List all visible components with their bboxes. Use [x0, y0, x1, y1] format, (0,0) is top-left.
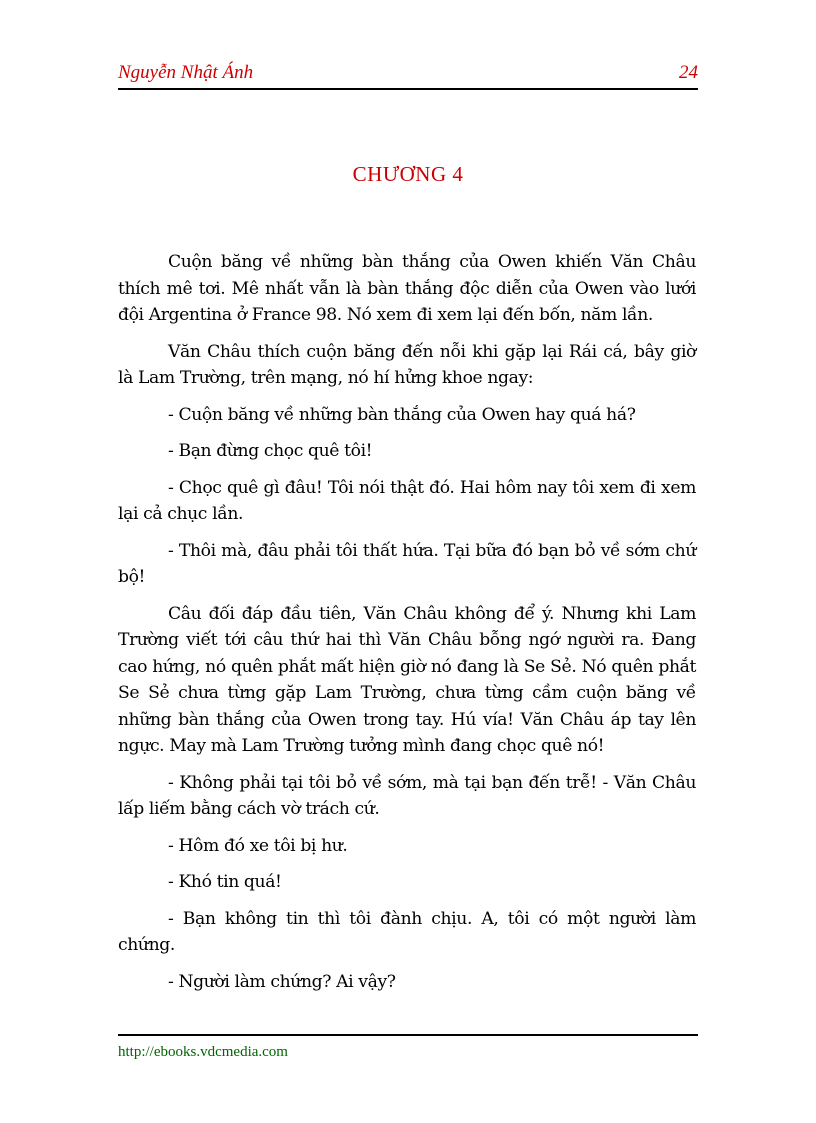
paragraph: Câu đối đáp đầu tiên, Văn Châu không để ý. Nhưng khi Lam Trường viết tới câu thứ hai thì Văn Châu bỗng ngớ người ra. Đang cao hứng, nó quên phắt mất hiện giờ nó đang là Se Sẻ. Nó quên phắt Se Sẻ chưa từng gặp Lam Trường, chưa từng cầm cuộn băng về những bàn thắng của Owen trong tay. Hú vía! Văn Châu áp tay lên ngực. May mà Lam Trường tưởng mình đang chọc quê nó!: [118, 603, 696, 756]
author-name: Nguyễn Nhật Ánh: [118, 62, 254, 83]
footer-link[interactable]: http://ebooks.vdcmedia.com: [118, 1044, 288, 1060]
page-number: 24: [679, 62, 698, 83]
paragraph: - Bạn đừng chọc quê tôi!: [168, 441, 373, 461]
paragraph: - Chọc quê gì đâu! Tôi nói thật đó. Hai hôm nay tôi xem đi xem lại cả chục lần.: [118, 477, 696, 524]
paragraph: - Hôm đó xe tôi bị hư.: [168, 835, 348, 856]
footer-divider: [118, 1034, 698, 1036]
paragraph: - Thôi mà, đâu phải tôi thất hứa. Tại bữa đó bạn bỏ về sớm chứ bộ!: [118, 540, 696, 587]
chapter-title: CHƯƠNG 4: [352, 162, 464, 186]
paragraph: - Khó tin quá!: [168, 872, 282, 892]
paragraph: - Cuộn băng về những bàn thắng của Owen hay quá há?: [168, 404, 636, 425]
paragraph: Cuộn băng về những bàn thắng của Owen khiến Văn Châu thích mê tơi. Mê nhất vẫn là bàn thắng độc diễn của Owen vào lưới đội Argentina ở France 98. Nó xem đi xem lại đến bốn, năm lần.: [118, 252, 696, 325]
paragraph: - Không phải tại tôi bỏ về sớm, mà tại bạn đến trễ! - Văn Châu lấp liếm bằng cách vờ trách cứ.: [118, 772, 696, 819]
page-header: [118, 60, 698, 90]
paragraph: - Người làm chứng? Ai vậy?: [168, 971, 396, 992]
paragraph: - Bạn không tin thì tôi đành chịu. A, tôi có một người làm chứng.: [118, 908, 696, 955]
chapter-body: [118, 249, 696, 1005]
paragraph: Văn Châu thích cuộn băng đến nỗi khi gặp lại Rái cá, bây giờ là Lam Trường, trên mạng, nó hí hửng khoe ngay:: [118, 341, 696, 388]
